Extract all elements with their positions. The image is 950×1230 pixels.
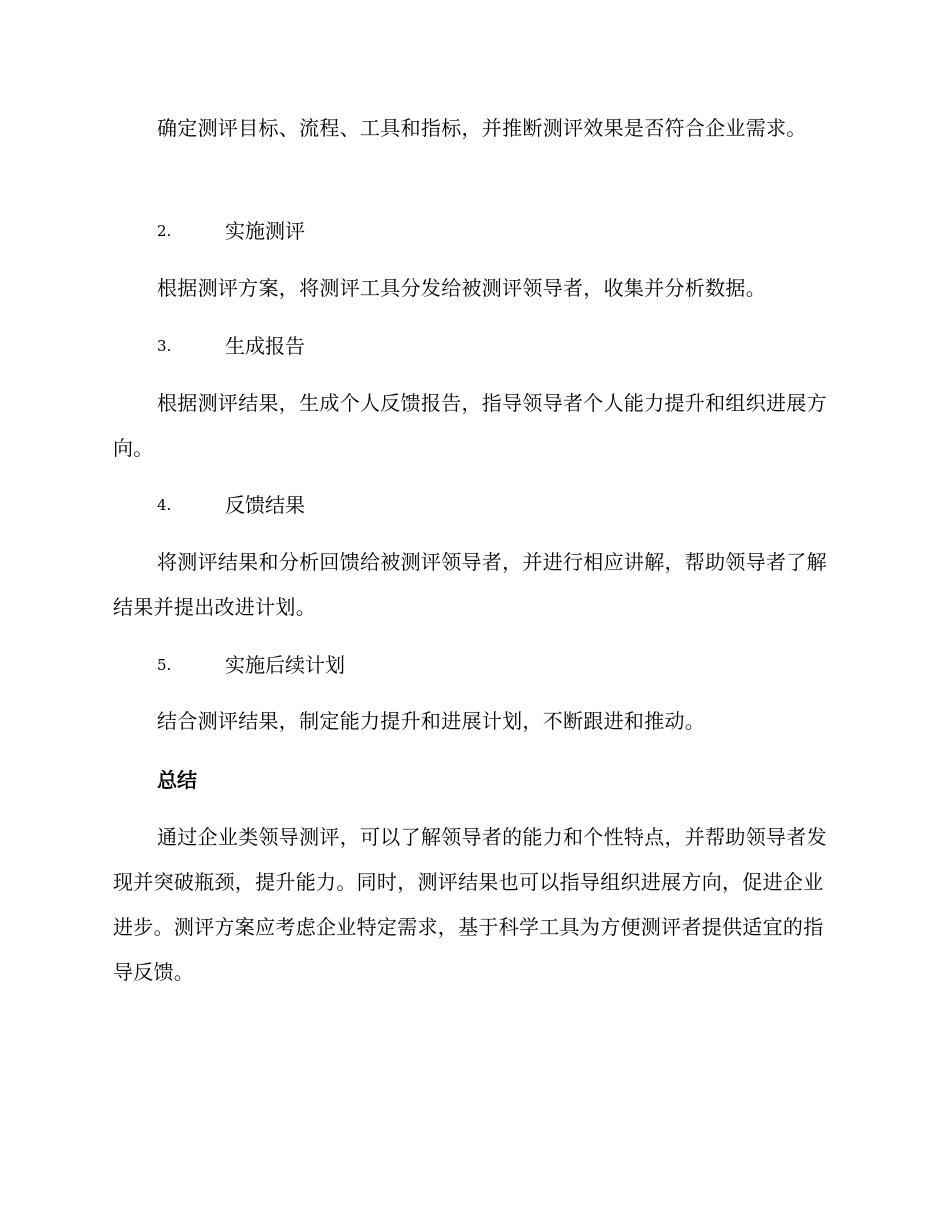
paragraph-implement: 根据测评方案，将测评工具分发给被测评领导者，收集并分析数据。 <box>157 276 766 300</box>
step-number: 4. <box>157 496 172 514</box>
summary-heading: 总结 <box>157 768 197 792</box>
step-label: 反馈结果 <box>225 493 305 517</box>
step-label: 生成报告 <box>225 334 305 358</box>
paragraph-goals: 确定测评目标、流程、工具和指标，并推断测评效果是否符合企业需求。 <box>157 116 807 140</box>
paragraph-summary: 通过企业类领导测评，可以了解领导者的能力和个性特点，并帮助领导者发现并突破瓶颈，提升能力。同时，测评结果也可以指导组织进展方向，促进企业进步。测评方案应考虑企业特定需求，基于科学工具为方便测评者提供适宜的指导反馈。 <box>113 825 827 984</box>
step-number: 2. <box>157 222 172 240</box>
step-number: 5. <box>157 656 172 674</box>
step-number: 3. <box>157 337 172 355</box>
paragraph-followup: 结合测评结果，制定能力提升和进展计划，不断跟进和推动。 <box>157 709 706 733</box>
paragraph-feedback: 将测评结果和分析回馈给被测评领导者，并进行相应讲解，帮助领导者了解结果并提出改进计划。 <box>113 550 827 619</box>
step-label: 实施后续计划 <box>225 653 345 677</box>
paragraph-report: 根据测评结果，生成个人反馈报告，指导领导者个人能力提升和组织进展方向。 <box>113 391 827 460</box>
step-label: 实施测评 <box>225 219 305 243</box>
